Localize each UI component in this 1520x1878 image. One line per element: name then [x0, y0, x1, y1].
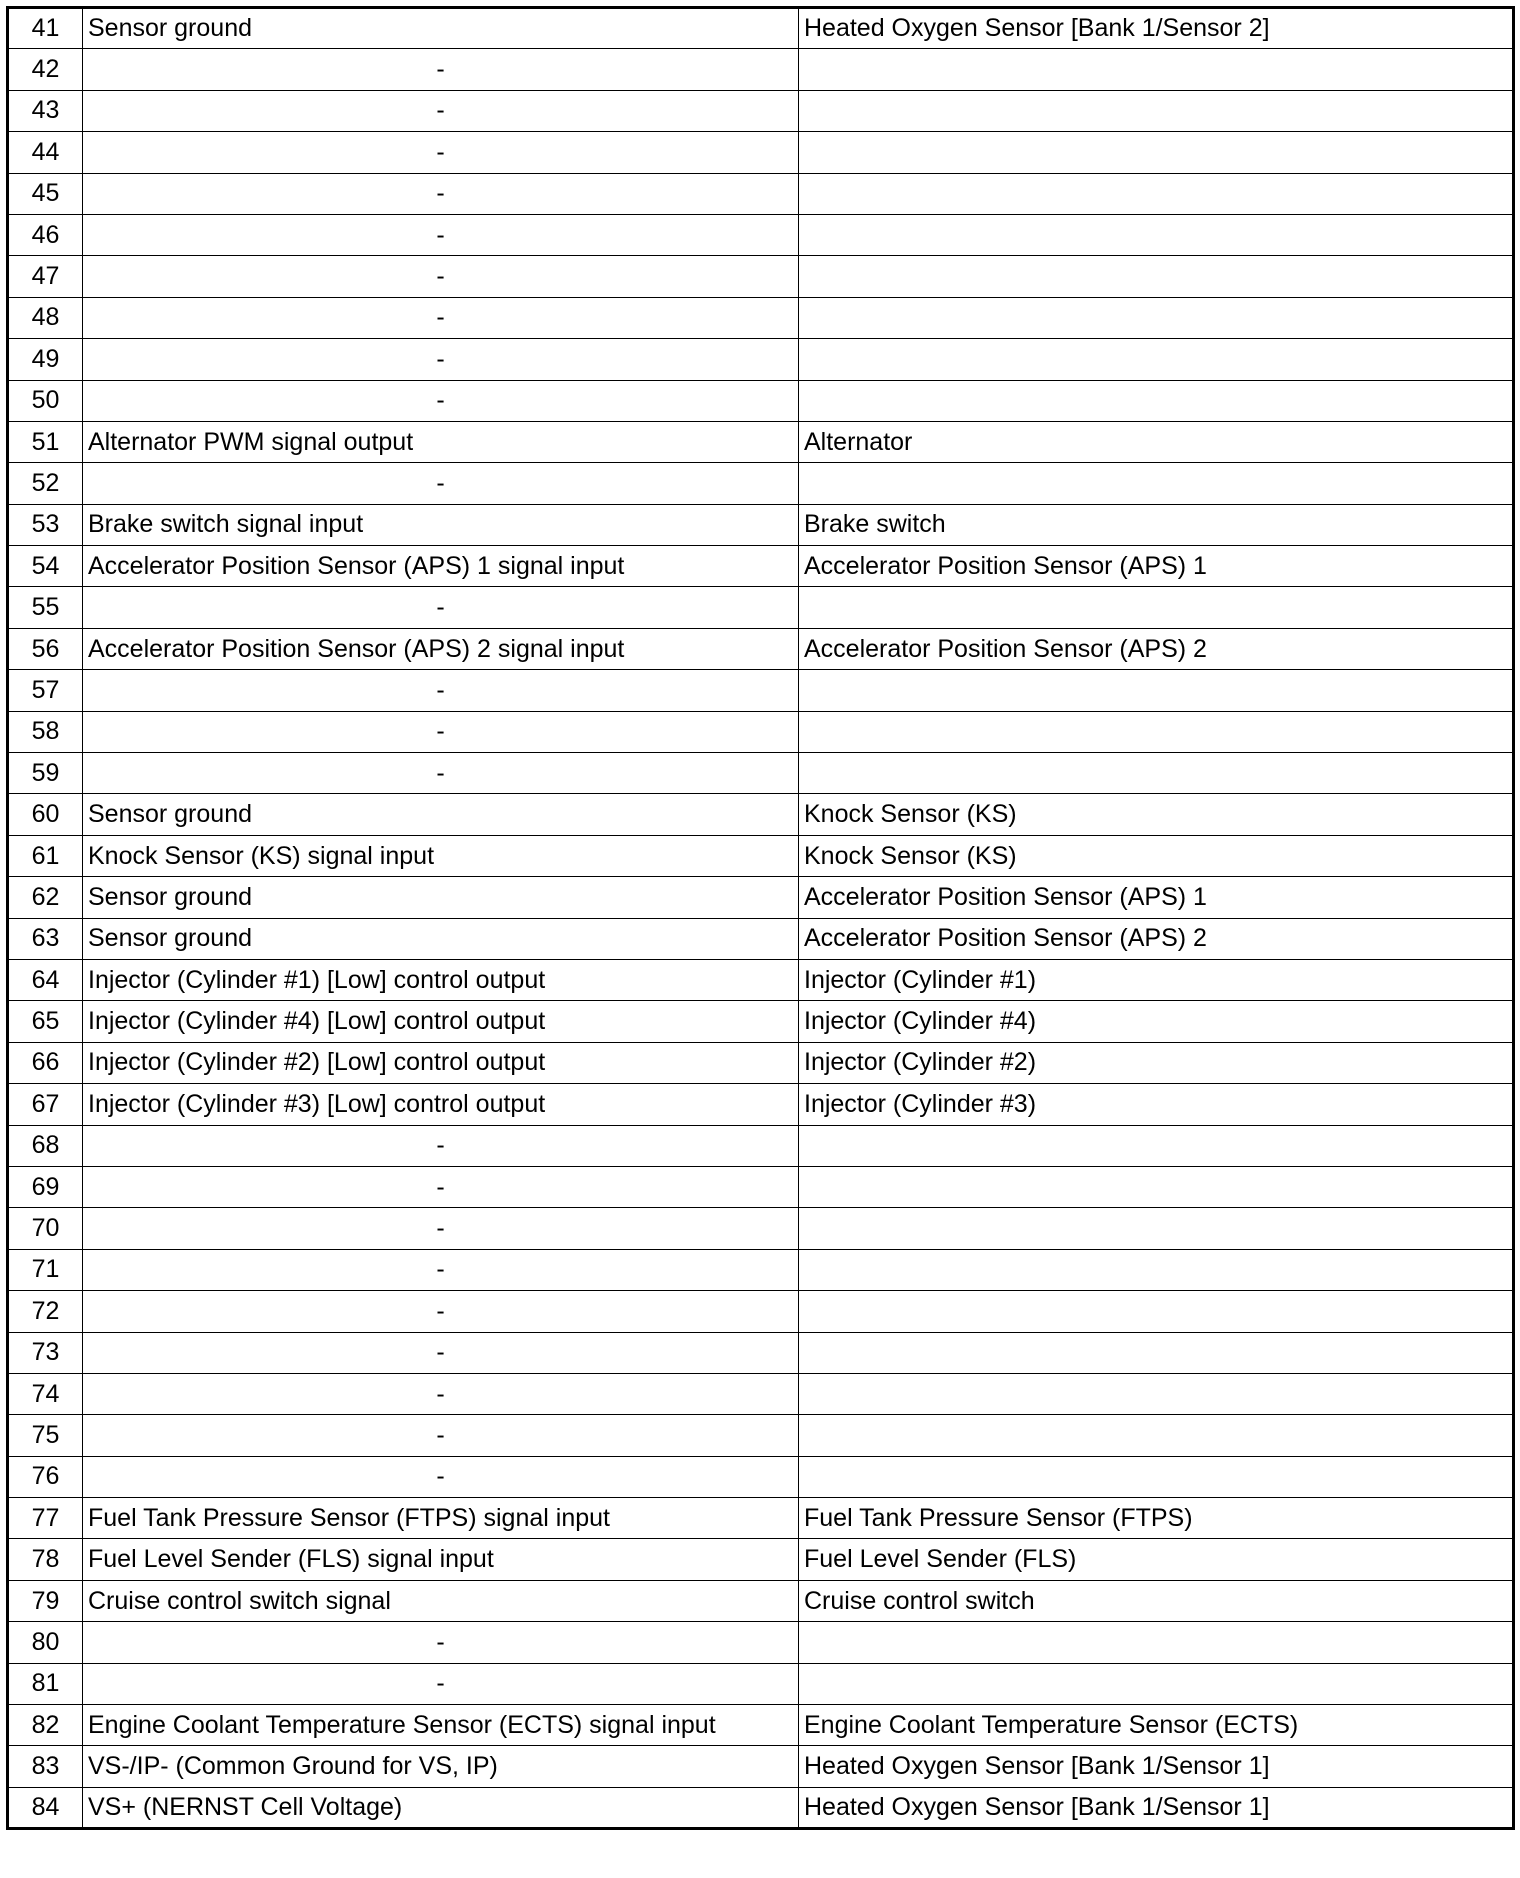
table-row	[8, 1208, 1514, 1249]
pin-number: 82	[8, 1705, 83, 1746]
table-row	[8, 835, 1514, 876]
pin-description: -	[83, 132, 799, 173]
pin-description: -	[83, 49, 799, 90]
pin-number: 46	[8, 214, 83, 255]
connected-component	[799, 1249, 1514, 1290]
pin-number: 69	[8, 1166, 83, 1207]
pin-description: Brake switch signal input	[83, 504, 799, 545]
connected-component	[799, 711, 1514, 752]
connected-component	[799, 753, 1514, 794]
connected-component: Engine Coolant Temperature Sensor (ECTS)	[799, 1705, 1514, 1746]
pin-number: 42	[8, 49, 83, 90]
table-row	[8, 1166, 1514, 1207]
table-row	[8, 628, 1514, 669]
table-row	[8, 132, 1514, 173]
table-row	[8, 1332, 1514, 1373]
pin-number: 51	[8, 421, 83, 462]
pin-number: 53	[8, 504, 83, 545]
connected-component	[799, 1166, 1514, 1207]
connected-component: Fuel Tank Pressure Sensor (FTPS)	[799, 1498, 1514, 1539]
pin-number: 55	[8, 587, 83, 628]
connected-component	[799, 1208, 1514, 1249]
pin-table	[6, 6, 1515, 1830]
pin-number: 60	[8, 794, 83, 835]
connected-component: Heated Oxygen Sensor [Bank 1/Sensor 1]	[799, 1746, 1514, 1787]
pin-number: 56	[8, 628, 83, 669]
connected-component: Knock Sensor (KS)	[799, 835, 1514, 876]
connected-component: Heated Oxygen Sensor [Bank 1/Sensor 1]	[799, 1787, 1514, 1828]
pin-number: 67	[8, 1084, 83, 1125]
table-row	[8, 753, 1514, 794]
table-row	[8, 794, 1514, 835]
connected-component	[799, 297, 1514, 338]
pin-description: -	[83, 1125, 799, 1166]
pin-description: Sensor ground	[83, 918, 799, 959]
pin-number: 78	[8, 1539, 83, 1580]
table-row	[8, 711, 1514, 752]
pin-description: -	[83, 1415, 799, 1456]
table-row	[8, 1373, 1514, 1414]
pin-description: VS+ (NERNST Cell Voltage)	[83, 1787, 799, 1828]
pin-number: 79	[8, 1580, 83, 1621]
connected-component	[799, 1125, 1514, 1166]
connected-component	[799, 670, 1514, 711]
pin-description: -	[83, 1373, 799, 1414]
connected-component	[799, 339, 1514, 380]
table-row	[8, 1622, 1514, 1663]
pin-number: 59	[8, 753, 83, 794]
pin-description: Sensor ground	[83, 8, 799, 49]
pin-description: -	[83, 173, 799, 214]
pin-number: 64	[8, 959, 83, 1000]
pin-number: 52	[8, 463, 83, 504]
pin-description: Injector (Cylinder #4) [Low] control output	[83, 1001, 799, 1042]
table-row	[8, 49, 1514, 90]
pin-description: -	[83, 587, 799, 628]
table-row	[8, 297, 1514, 338]
pin-number: 66	[8, 1042, 83, 1083]
pin-number: 84	[8, 1787, 83, 1828]
pin-description: -	[83, 1456, 799, 1497]
pin-description: -	[83, 256, 799, 297]
pin-description: Engine Coolant Temperature Sensor (ECTS) signal input	[83, 1705, 799, 1746]
pin-number: 70	[8, 1208, 83, 1249]
table-row	[8, 90, 1514, 131]
pin-description: -	[83, 463, 799, 504]
table-row	[8, 463, 1514, 504]
table-row	[8, 256, 1514, 297]
pin-number: 48	[8, 297, 83, 338]
pin-description: -	[83, 1332, 799, 1373]
pin-description: Cruise control switch signal	[83, 1580, 799, 1621]
pin-description: -	[83, 1622, 799, 1663]
connected-component	[799, 1332, 1514, 1373]
table-row	[8, 1705, 1514, 1746]
connected-component	[799, 1291, 1514, 1332]
table-row	[8, 1746, 1514, 1787]
connected-component: Accelerator Position Sensor (APS) 2	[799, 628, 1514, 669]
pin-number: 57	[8, 670, 83, 711]
table-row	[8, 380, 1514, 421]
connected-component	[799, 1663, 1514, 1704]
table-row	[8, 587, 1514, 628]
pin-description: -	[83, 670, 799, 711]
pin-description: Fuel Level Sender (FLS) signal input	[83, 1539, 799, 1580]
table-row	[8, 1291, 1514, 1332]
connected-component: Accelerator Position Sensor (APS) 1	[799, 546, 1514, 587]
pin-number: 80	[8, 1622, 83, 1663]
pin-number: 76	[8, 1456, 83, 1497]
connected-component: Cruise control switch	[799, 1580, 1514, 1621]
table-row	[8, 1498, 1514, 1539]
connected-component: Injector (Cylinder #3)	[799, 1084, 1514, 1125]
pin-number: 43	[8, 90, 83, 131]
pin-description: -	[83, 339, 799, 380]
pin-description: Sensor ground	[83, 877, 799, 918]
pin-number: 77	[8, 1498, 83, 1539]
pin-number: 83	[8, 1746, 83, 1787]
table-row	[8, 1539, 1514, 1580]
table-row	[8, 173, 1514, 214]
pin-description: -	[83, 753, 799, 794]
table-row	[8, 546, 1514, 587]
table-row	[8, 1001, 1514, 1042]
table-row	[8, 918, 1514, 959]
pin-number: 61	[8, 835, 83, 876]
table-row	[8, 339, 1514, 380]
pin-number: 45	[8, 173, 83, 214]
pin-description: Accelerator Position Sensor (APS) 2 signal input	[83, 628, 799, 669]
pin-table-body	[8, 8, 1514, 1829]
pin-number: 74	[8, 1373, 83, 1414]
table-row	[8, 1663, 1514, 1704]
table-row	[8, 8, 1514, 49]
connected-component: Brake switch	[799, 504, 1514, 545]
pin-description: -	[83, 1663, 799, 1704]
pin-description: -	[83, 711, 799, 752]
pin-description: Fuel Tank Pressure Sensor (FTPS) signal input	[83, 1498, 799, 1539]
pin-number: 63	[8, 918, 83, 959]
pin-number: 58	[8, 711, 83, 752]
connected-component: Injector (Cylinder #1)	[799, 959, 1514, 1000]
pin-description: -	[83, 90, 799, 131]
pin-description: Injector (Cylinder #3) [Low] control output	[83, 1084, 799, 1125]
connected-component: Alternator	[799, 421, 1514, 462]
pin-description: -	[83, 1166, 799, 1207]
table-row	[8, 877, 1514, 918]
connected-component: Fuel Level Sender (FLS)	[799, 1539, 1514, 1580]
pin-number: 72	[8, 1291, 83, 1332]
pin-description: -	[83, 1249, 799, 1290]
connected-component: Accelerator Position Sensor (APS) 1	[799, 877, 1514, 918]
pin-number: 44	[8, 132, 83, 173]
table-row	[8, 504, 1514, 545]
pin-description: -	[83, 1291, 799, 1332]
pin-number: 73	[8, 1332, 83, 1373]
table-row	[8, 1125, 1514, 1166]
pin-number: 47	[8, 256, 83, 297]
pin-number: 49	[8, 339, 83, 380]
pin-description: -	[83, 214, 799, 255]
table-row	[8, 1787, 1514, 1828]
pin-number: 54	[8, 546, 83, 587]
pin-description: -	[83, 297, 799, 338]
pin-description: Injector (Cylinder #1) [Low] control output	[83, 959, 799, 1000]
pin-number: 65	[8, 1001, 83, 1042]
connected-component: Knock Sensor (KS)	[799, 794, 1514, 835]
connected-component: Injector (Cylinder #2)	[799, 1042, 1514, 1083]
connected-component	[799, 587, 1514, 628]
table-row	[8, 1084, 1514, 1125]
table-row	[8, 1456, 1514, 1497]
table-row	[8, 1249, 1514, 1290]
connected-component	[799, 380, 1514, 421]
connected-component	[799, 214, 1514, 255]
connected-component	[799, 90, 1514, 131]
connected-component: Heated Oxygen Sensor [Bank 1/Sensor 2]	[799, 8, 1514, 49]
pin-description: Accelerator Position Sensor (APS) 1 signal input	[83, 546, 799, 587]
pin-number: 50	[8, 380, 83, 421]
connected-component	[799, 173, 1514, 214]
connected-component	[799, 132, 1514, 173]
connected-component	[799, 1456, 1514, 1497]
table-row	[8, 1415, 1514, 1456]
connected-component	[799, 463, 1514, 504]
pin-description: -	[83, 1208, 799, 1249]
pin-description: -	[83, 380, 799, 421]
pin-number: 62	[8, 877, 83, 918]
pin-description: Sensor ground	[83, 794, 799, 835]
connected-component: Accelerator Position Sensor (APS) 2	[799, 918, 1514, 959]
table-row	[8, 670, 1514, 711]
pin-number: 75	[8, 1415, 83, 1456]
pin-description: Injector (Cylinder #2) [Low] control output	[83, 1042, 799, 1083]
connected-component	[799, 256, 1514, 297]
pin-number: 68	[8, 1125, 83, 1166]
table-row	[8, 959, 1514, 1000]
pin-description: VS-/IP- (Common Ground for VS, IP)	[83, 1746, 799, 1787]
connected-component: Injector (Cylinder #4)	[799, 1001, 1514, 1042]
pin-description: Knock Sensor (KS) signal input	[83, 835, 799, 876]
connected-component	[799, 1415, 1514, 1456]
pin-number: 41	[8, 8, 83, 49]
table-row	[8, 421, 1514, 462]
pin-number: 81	[8, 1663, 83, 1704]
connected-component	[799, 1373, 1514, 1414]
pin-number: 71	[8, 1249, 83, 1290]
connected-component	[799, 1622, 1514, 1663]
pin-description: Alternator PWM signal output	[83, 421, 799, 462]
table-row	[8, 214, 1514, 255]
connected-component	[799, 49, 1514, 90]
table-row	[8, 1042, 1514, 1083]
table-row	[8, 1580, 1514, 1621]
